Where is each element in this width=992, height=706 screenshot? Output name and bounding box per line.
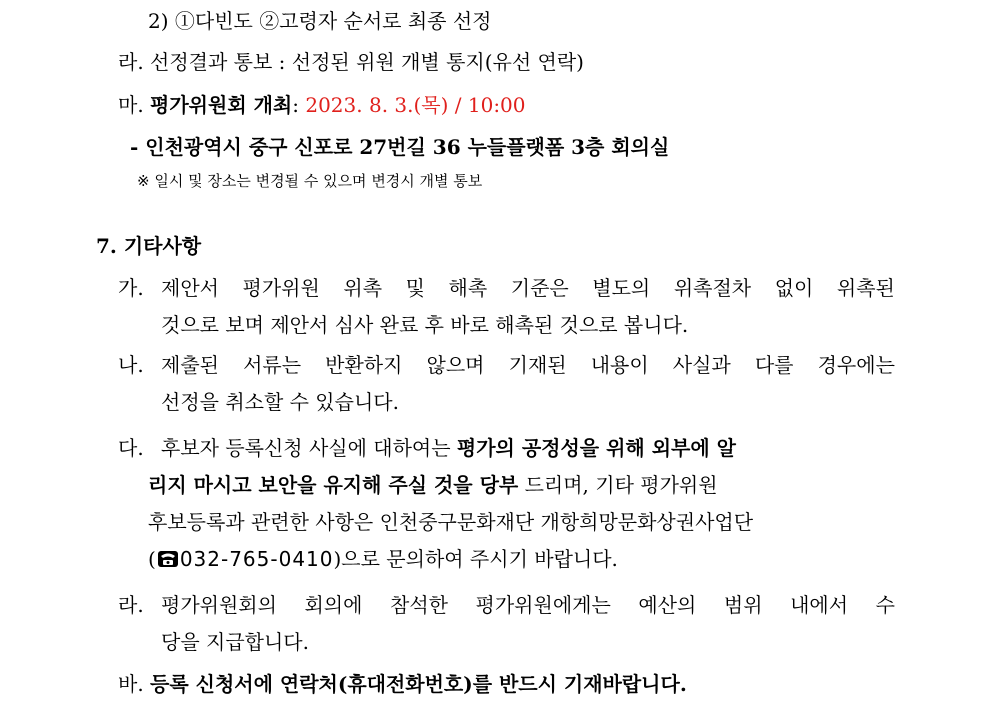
allowance-text-line1: 평가위원회의 회의에 참석한 평가위원에게는 예산의 범위 내에서 수: [161, 593, 895, 617]
notification-text: 선정결과 통보 : 선정된 위원 개별 통지(유선 연락): [150, 50, 584, 74]
contact-required-item: [118, 674, 687, 694]
item-label: 바.: [118, 672, 144, 696]
contact-phone-line: [148, 549, 618, 571]
contact-suffix: )으로 문의하여 주시기 바랍니다.: [333, 547, 618, 571]
phone-number: 032-765-0410: [179, 547, 334, 571]
confidentiality-bold-cont: 리지 마시고 보안을 유지해 주실 것을 당부: [148, 473, 519, 497]
documents-text-line1: 제출된 서류는 반환하지 않으며 기재된 내용이 사실과 다를 경우에는: [161, 353, 895, 377]
confidentiality-line1: [161, 438, 736, 458]
confidentiality-line2: [148, 475, 718, 495]
allowance-text-line2: 당을 지급합니다.: [161, 630, 309, 654]
confidentiality-bold: 평가의 공정성을 위해 외부에 알: [456, 436, 736, 460]
documents-text-line2: 선정을 취소할 수 있습니다.: [161, 390, 399, 414]
item-label: 다.: [118, 436, 144, 460]
appointment-text-line2: 것으로 보며 제안서 심사 완료 후 바로 해촉된 것으로 봅니다.: [161, 313, 689, 337]
contact-required-text: 등록 신청서에 연락처(휴대전화번호)를 반드시 기재바랍니다.: [150, 672, 687, 696]
section-heading: 7. 기타사항: [96, 234, 202, 258]
meeting-item: [118, 95, 526, 115]
item-label: 나.: [118, 353, 144, 377]
notification-item: [118, 52, 584, 72]
contact-org-line: 후보등록과 관련한 사항은 인천중구문화재단 개항희망문화상권사업단: [148, 510, 754, 534]
appointment-text-line1: 제안서 평가위원 위촉 및 해촉 기준은 별도의 위촉절차 없이 위촉된: [161, 276, 895, 300]
item-label: 가.: [118, 276, 144, 300]
confidentiality-normal: 후보자 등록신청 사실에 대하여는: [161, 436, 451, 460]
item-label: 마.: [118, 93, 144, 117]
phone-icon: [157, 550, 179, 571]
change-notice: ※ 일시 및 장소는 변경될 수 있으며 변경시 개별 통보: [137, 172, 483, 190]
meeting-venue: - 인천광역시 중구 신포로 27번길 36 누들플랫폼 3층 회의실: [130, 135, 670, 159]
selection-order-item: 2) ①다빈도 ②고령자 순서로 최종 선정: [148, 9, 492, 33]
item-label: 라.: [118, 593, 144, 617]
confidentiality-normal-cont: 드리며, 기타 평가위원: [524, 473, 718, 497]
meeting-colon: :: [292, 93, 299, 117]
paren-open: (: [148, 547, 156, 571]
meeting-title: 평가위원회 개최: [150, 93, 293, 117]
item-label: 라.: [118, 50, 144, 74]
meeting-datetime: 2023. 8. 3.(목) / 10:00: [305, 93, 526, 117]
